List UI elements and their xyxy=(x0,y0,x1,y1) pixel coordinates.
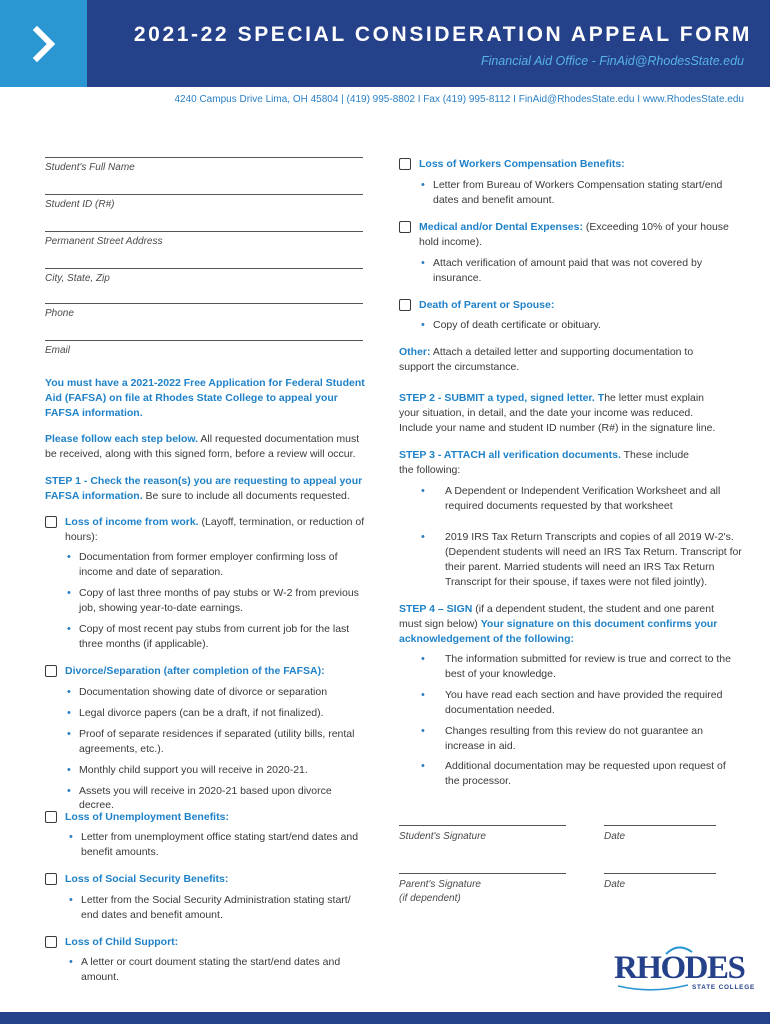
unemployment-title: Loss of Unemployment Benefits: xyxy=(65,811,229,823)
medical-heading xyxy=(419,220,729,250)
form-title: 2021-22 SPECIAL CONSIDERATION APPEAL FORM xyxy=(133,23,752,46)
step3-rest: These include the following: xyxy=(399,449,690,476)
student-signature-line[interactable] xyxy=(399,825,566,844)
contact-line: 4240 Campus Drive Lima, OH 45804 | (419) 995-8802 I Fax (419) 995-8112 I FinAid@RhodesState.edu I www.RhodesState.edu xyxy=(174,94,744,105)
step3-list xyxy=(417,484,743,589)
parent-signature-line[interactable] xyxy=(399,873,566,906)
email-label: Email xyxy=(45,345,71,356)
email-field[interactable] xyxy=(45,340,363,358)
unemployment-list xyxy=(67,830,367,866)
step1-text xyxy=(45,474,373,504)
logo-wordmark: RHODES xyxy=(614,950,745,986)
list-item: • A letter or court doument stating the start/end dates and amount. xyxy=(67,955,357,985)
list-item: • Documentation from former employer confirming loss of income and date of separation. xyxy=(65,550,363,580)
parent-date-label: Date xyxy=(604,879,626,890)
student-date-label: Date xyxy=(604,831,626,842)
student-id-field[interactable] xyxy=(45,194,363,212)
list-item: • Letter from unemployment office stating start/end dates and benefit amounts. xyxy=(67,830,367,860)
city-state-zip-label: City, State, Zip xyxy=(45,273,110,284)
child-support-list xyxy=(67,955,357,991)
list-item: • Legal divorce papers (can be a draft, if not finalized). xyxy=(65,706,365,721)
list-item: • Copy of death certificate or obituary. xyxy=(419,318,737,333)
list-item: • Monthly child support you will receive in 2020-21. xyxy=(65,763,365,778)
parent-signature-label: Parent's Signature xyxy=(399,879,481,890)
child-support-checkbox[interactable] xyxy=(45,936,57,948)
child-support-title: Loss of Child Support: xyxy=(65,936,179,948)
header-banner xyxy=(0,0,770,87)
list-item: • Attach verification of amount paid that was not covered by insurance. xyxy=(419,256,719,286)
student-signature-label: Student's Signature xyxy=(399,831,486,842)
step4-tail: Your signature on this document confirms your acknowledgement of the following: xyxy=(399,617,718,645)
full-name-label: Student's Full Name xyxy=(45,162,135,173)
list-item: • A Dependent or Independent Verification Worksheet and all required documents requested by that worksheet xyxy=(417,484,743,514)
other-rest: Attach a detailed letter and supporting documentation to support the circumstance. xyxy=(399,346,694,373)
step4-text xyxy=(399,602,729,647)
divorce-option xyxy=(45,664,373,679)
logo-subtitle: STATE COLLEGE xyxy=(692,984,756,991)
workers-comp-list xyxy=(419,178,737,214)
step4-list xyxy=(417,652,743,789)
step2-lead: STEP 2 - SUBMIT a typed, signed letter. T xyxy=(399,392,605,404)
footer-bar xyxy=(0,1012,770,1024)
social-security-title: Loss of Social Security Benefits: xyxy=(65,873,229,885)
medical-rest: (Exceeding 10% of your house hold income). xyxy=(419,221,729,248)
death-option xyxy=(399,298,729,313)
rhodes-logo xyxy=(612,944,756,994)
student-date-line[interactable] xyxy=(604,825,716,844)
step3-text xyxy=(399,448,705,478)
income-heading xyxy=(65,515,373,545)
income-option xyxy=(45,515,373,545)
full-name-field[interactable] xyxy=(45,157,363,175)
list-item: • You have read each section and have provided the required documentation needed. xyxy=(417,688,743,718)
list-item: • Assets you will receive in 2020-21 based upon divorce decree. xyxy=(65,784,365,814)
step3-lead: STEP 3 - ATTACH all verification documents. xyxy=(399,449,621,461)
unemployment-option xyxy=(45,810,373,825)
medical-checkbox[interactable] xyxy=(399,221,411,233)
divorce-list xyxy=(65,685,365,819)
list-item: • 2019 IRS Tax Return Transcripts and copies of all 2019 W-2's. (Dependent students will need an IRS Tax Return. Transcript for their parent. Married students will need an IRS Tax Return Transcript for their spouse, if taxes were not filed jointly). xyxy=(417,530,743,590)
step2-text xyxy=(399,391,723,436)
death-list xyxy=(419,318,737,339)
city-state-zip-field[interactable] xyxy=(45,268,363,286)
phone-label: Phone xyxy=(45,308,74,319)
office-line: Financial Aid Office - FinAid@RhodesState.edu xyxy=(480,54,744,68)
other-lead: Other: xyxy=(399,346,431,358)
income-checkbox[interactable] xyxy=(45,516,57,528)
list-item: • Proof of separate residences if separated (utility bills, rental agreements, etc.). xyxy=(65,727,365,757)
chevron-right-icon xyxy=(29,24,59,64)
death-checkbox[interactable] xyxy=(399,299,411,311)
step1-rest: Be sure to include all documents requested. xyxy=(142,489,350,502)
medical-list xyxy=(419,256,719,292)
fafsa-notice: You must have a 2021-2022 Free Application for Federal Student Aid (FAFSA) on file at Rhodes State College to appeal your FAFSA information. xyxy=(45,377,365,419)
workers-comp-checkbox[interactable] xyxy=(399,158,411,170)
student-id-label: Student ID (R#) xyxy=(45,199,115,210)
medical-title: Medical and/or Dental Expenses: xyxy=(419,221,583,233)
income-rest: (Layoff, termination, or reduction of hours): xyxy=(65,516,365,543)
follow-steps-lead: Please follow each step below. xyxy=(45,433,199,445)
list-item: • Copy of most recent pay stubs from current job for the last three months (if applicable). xyxy=(65,622,363,652)
medical-option xyxy=(399,220,729,250)
list-item: • Letter from Bureau of Workers Compensation stating start/end dates and benefit amount. xyxy=(419,178,737,208)
divorce-title: Divorce/Separation (after completion of the FAFSA): xyxy=(65,665,325,677)
list-item: • Copy of last three months of pay stubs or W-2 from previous job, showing year-to-date earnings. xyxy=(65,586,363,616)
chevron-badge xyxy=(0,0,87,87)
list-item: • Letter from the Social Security Administration stating start/ end dates and benefit amount. xyxy=(67,893,363,923)
other-text xyxy=(399,345,719,375)
income-list xyxy=(65,550,363,657)
step4-mid: (if a dependent student, the student and one parent must sign below) xyxy=(399,603,715,630)
step1-lead: STEP 1 - Check the reason(s) you are requesting to appeal your FAFSA information. xyxy=(45,475,363,502)
child-support-option xyxy=(45,935,373,950)
social-security-checkbox[interactable] xyxy=(45,873,57,885)
step2-rest: he letter must explain your situation, in detail, and the date your income was reduced. Include your name and student ID number (R#) in the signature line. xyxy=(399,392,716,434)
list-item: • Changes resulting from this review do not guarantee an increase in aid. xyxy=(417,724,743,754)
parent-signature-note: (if dependent) xyxy=(399,893,461,905)
phone-field[interactable] xyxy=(45,303,363,321)
divorce-checkbox[interactable] xyxy=(45,665,57,677)
list-item: • The information submitted for review is true and correct to the best of your knowledge. xyxy=(417,652,743,682)
workers-comp-title: Loss of Workers Compensation Benefits: xyxy=(419,158,625,170)
step4-lead: STEP 4 – SIGN xyxy=(399,603,473,615)
unemployment-checkbox[interactable] xyxy=(45,811,57,823)
income-title: Loss of income from work. xyxy=(65,516,199,528)
list-item: • Additional documentation may be requested upon request of the processor. xyxy=(417,759,743,789)
follow-steps-rest: All requested documentation must be received, along with this signed form, before a review will occur. xyxy=(45,433,360,460)
parent-date-line[interactable] xyxy=(604,873,716,892)
street-address-label: Permanent Street Address xyxy=(45,236,163,247)
social-security-option xyxy=(45,872,373,887)
death-title: Death of Parent or Spouse: xyxy=(419,299,555,311)
list-item: • Documentation showing date of divorce or separation xyxy=(65,685,365,700)
street-address-field[interactable] xyxy=(45,231,363,249)
workers-comp-option xyxy=(399,157,744,172)
social-security-list xyxy=(67,893,363,929)
follow-steps-text xyxy=(45,432,373,462)
